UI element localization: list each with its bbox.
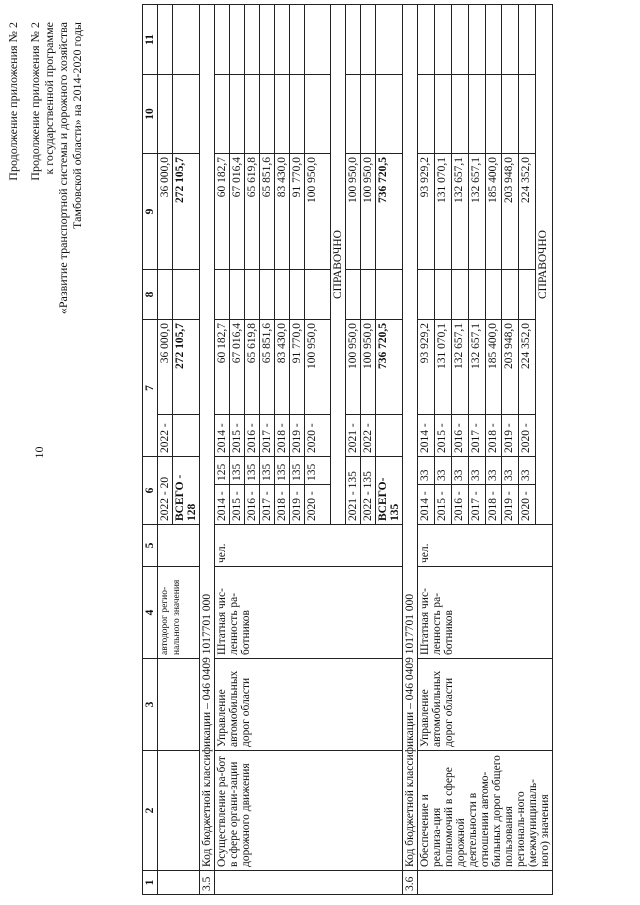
year-cell: 2015 -: [230, 485, 245, 525]
year-cell: 2017 -: [260, 415, 275, 457]
indicator-value: 135: [305, 457, 331, 485]
indicator-value: 33: [434, 457, 451, 485]
year-cell: 2014 -: [418, 485, 435, 525]
year-cell: 2019 -: [290, 485, 305, 525]
indicator-value: 135: [275, 457, 290, 485]
year-cell: 2022 -: [361, 415, 376, 457]
value-cell: 91 770,0: [290, 154, 305, 270]
indicator-value: 33: [485, 457, 502, 485]
year-cell: 2021 - 135: [346, 457, 361, 525]
page-number: 10: [32, 446, 46, 459]
year-cell: 2020 -: [519, 415, 536, 457]
column-number: 7: [143, 320, 158, 457]
value-cell: 224 352,0: [519, 320, 536, 415]
year-cell: 2014 -: [418, 415, 435, 457]
section-code-row: [403, 5, 418, 895]
unit: чел.: [215, 525, 403, 567]
section-code-row: [200, 5, 215, 895]
indicator-value: 33: [451, 457, 468, 485]
value-cell: 36 000,0: [158, 320, 173, 415]
value-cell: 131 070,1: [434, 320, 451, 415]
year-cell: 2017 -: [468, 485, 485, 525]
value-cell: 131 070,1: [434, 154, 451, 270]
executor: Управление автомобильных дорог области: [215, 659, 403, 751]
indicator-value: 135: [230, 457, 245, 485]
value-cell: 203 948,0: [502, 154, 519, 270]
value-cell: 36 000,0: [158, 154, 173, 270]
table-row: [158, 5, 173, 895]
indicator-cell: автодорог регио-нального значения: [158, 567, 200, 659]
table-row: [215, 5, 230, 895]
value-cell: 100 950,0: [346, 154, 361, 270]
column-number: 4: [143, 567, 158, 659]
indicator-value: 33: [468, 457, 485, 485]
value-cell: 65 619,8: [245, 320, 260, 415]
value-cell: 60 182,7: [215, 154, 230, 270]
value-cell: 83 430,0: [275, 320, 290, 415]
year-cell: 2019 -: [502, 415, 519, 457]
unit: чел.: [418, 525, 553, 567]
column-number: 11: [143, 5, 158, 75]
indicator-value: 135: [245, 457, 260, 485]
value-cell: 100 950,0: [346, 320, 361, 415]
column-number: 8: [143, 270, 158, 320]
year-cell: 2018 -: [485, 415, 502, 457]
year-cell: 2015 -: [230, 415, 245, 457]
year-cell: 2014 -: [215, 415, 230, 457]
year-cell: 2016 -: [451, 415, 468, 457]
column-number: 1: [143, 871, 158, 895]
spravochno-label: СПРАВОЧНО: [536, 5, 553, 525]
column-number: 10: [143, 75, 158, 154]
header-line: к государственной программе: [42, 22, 56, 175]
budget-code: Код бюджетной классификации – 046 0409 1017701 000: [200, 5, 215, 871]
year-cell: 2018 -: [275, 485, 290, 525]
year-cell: 2016 -: [451, 485, 468, 525]
year-cell: 2019 -: [290, 415, 305, 457]
year-cell: 2017 -: [468, 415, 485, 457]
year-cell: 2018 -: [275, 415, 290, 457]
budget-code: Код бюджетной классификации – 046 0409 1017701 000: [403, 5, 418, 871]
indicator-value: 125: [215, 457, 230, 485]
year-cell: 2018 -: [485, 485, 502, 525]
column-number: 9: [143, 154, 158, 270]
year-cell: 2015 -: [434, 485, 451, 525]
total-label: ВСЕГО- 135: [376, 457, 403, 525]
activity-description: Осуществление ра-бот в сфере органи-зации дорожного движения: [215, 751, 403, 871]
year-cell: 2021 -: [346, 415, 361, 457]
value-cell: 91 770,0: [290, 320, 305, 415]
value-cell: 132 657,1: [468, 154, 485, 270]
value-cell: 132 657,1: [451, 154, 468, 270]
header-continuation: Продолжение приложения № 2: [6, 22, 20, 181]
year-cell: 2016 -: [245, 415, 260, 457]
value-cell: 100 950,0: [361, 154, 376, 270]
header-line: Тамбовской области» на 2014-2020 годы: [70, 22, 84, 229]
header-line: Продолжение приложения № 2: [28, 22, 42, 181]
activity-description: Обеспечение и реализа-ция полномочий в сфере дорожной деятельности в отношении автомо-бильных дорог общего пользования региональ-ного (межмуниципаль-ного) значения: [418, 751, 553, 871]
table-row: [418, 5, 435, 895]
value-cell: 60 182,7: [215, 320, 230, 415]
value-cell: 100 950,0: [305, 154, 331, 270]
year-cell: 2020 -: [305, 485, 331, 525]
total-value: 272 105,7: [173, 320, 200, 415]
spravochno-label: СПРАВОЧНО: [331, 5, 346, 525]
value-cell: 83 430,0: [275, 154, 290, 270]
year-cell: 2015 -: [434, 415, 451, 457]
value-cell: 93 929,2: [418, 320, 435, 415]
indicator-value: 33: [519, 457, 536, 485]
year-cell: 2020 -: [519, 485, 536, 525]
year-cell: 2019 -: [502, 485, 519, 525]
column-number: 2: [143, 751, 158, 871]
total-value: 272 105,7: [173, 154, 200, 270]
indicator-name: Штатная чис-ленность ра-ботников: [418, 567, 553, 659]
year-cell: 2016 -: [245, 485, 260, 525]
indicator-name: Штатная чис-ленность ра-ботников: [215, 567, 403, 659]
year-cell: 2022 -: [158, 415, 173, 457]
column-number: 6: [143, 457, 158, 525]
year-cell: 2022 - 135: [361, 457, 376, 525]
value-cell: 65 851,6: [260, 320, 275, 415]
value-cell: 65 851,6: [260, 154, 275, 270]
value-cell: 224 352,0: [519, 154, 536, 270]
year-cell: 2017 -: [260, 485, 275, 525]
value-cell: 185 400,0: [485, 320, 502, 415]
year-cell: 2020 -: [305, 415, 331, 457]
value-cell: 65 619,8: [245, 154, 260, 270]
column-number: 3: [143, 659, 158, 751]
value-cell: 100 950,0: [305, 320, 331, 415]
total-value: 736 720,5: [376, 320, 403, 415]
value-cell: 203 948,0: [502, 320, 519, 415]
indicator-value: 33: [502, 457, 519, 485]
indicator-value: 135: [290, 457, 305, 485]
column-number: 5: [143, 525, 158, 567]
year-cell: 2014 -: [215, 485, 230, 525]
year-cell: 2022 - 20: [158, 457, 173, 525]
value-cell: 67 016,4: [230, 320, 245, 415]
executor: Управление автомобильных дорог области: [418, 659, 553, 751]
value-cell: 185 400,0: [485, 154, 502, 270]
value-cell: 100 950,0: [361, 320, 376, 415]
value-cell: 132 657,1: [468, 320, 485, 415]
value-cell: 132 657,1: [451, 320, 468, 415]
total-label: ВСЕГО - 128: [173, 457, 200, 525]
section-number: 3.5: [200, 871, 215, 895]
value-cell: 93 929,2: [418, 154, 435, 270]
section-number: 3.6: [403, 871, 418, 895]
column-number-row: [143, 5, 158, 895]
value-cell: 67 016,4: [230, 154, 245, 270]
indicator-value: 33: [418, 457, 435, 485]
header-line: «Развитие транспортной системы и дорожного хозяйства: [56, 22, 70, 315]
indicator-value: 135: [260, 457, 275, 485]
total-value: 736 720,5: [376, 154, 403, 270]
program-table: [142, 4, 553, 895]
